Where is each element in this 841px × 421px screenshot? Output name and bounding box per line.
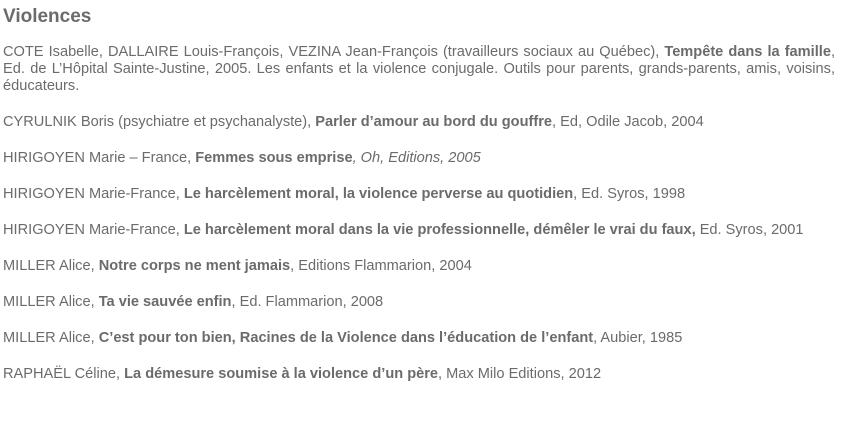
bibliography-entry bbox=[3, 222, 835, 239]
entry-authors: COTE Isabelle, DALLAIRE Louis-François, VEZINA Jean-François (travailleurs sociaux au Québec), bbox=[3, 44, 665, 60]
entry-details: , Aubier, 1985 bbox=[593, 330, 683, 346]
bibliography-entry bbox=[3, 114, 835, 131]
entry-title: C’est pour ton bien, Racines de la Violence dans l’éducation de l’enfant bbox=[98, 330, 594, 346]
entry-authors: HIRIGOYEN Marie-France, bbox=[3, 222, 184, 238]
entry-authors: HIRIGOYEN Marie – France, bbox=[3, 150, 196, 166]
entry-details: , Ed. Flammarion, 2008 bbox=[231, 294, 384, 310]
entry-details: Ed. Syros, 2001 bbox=[695, 222, 804, 238]
entry-authors: MILLER Alice, bbox=[3, 294, 99, 310]
entry-title: La démesure soumise à la violence d’un père bbox=[124, 366, 439, 382]
entry-title: Le harcèlement moral dans la vie professionnelle, démêler le vrai du faux, bbox=[183, 222, 696, 238]
entry-details: , Oh, Editions, 2005 bbox=[352, 150, 481, 166]
entry-title: Femmes sous emprise bbox=[195, 150, 353, 166]
entry-authors: RAPHAËL Céline, bbox=[3, 366, 125, 382]
section-heading: Violences bbox=[3, 6, 92, 27]
entry-title: Tempête dans la famille bbox=[664, 44, 831, 60]
bibliography-entry bbox=[3, 186, 835, 203]
bibliography-entry bbox=[3, 258, 835, 275]
bibliography-entry bbox=[3, 330, 835, 347]
entry-details: , Ed. Syros, 1998 bbox=[573, 186, 686, 202]
bibliography-entry bbox=[3, 294, 835, 311]
bibliography-entry bbox=[3, 44, 835, 95]
entry-authors: CYRULNIK Boris (psychiatre et psychanalyste), bbox=[3, 114, 316, 130]
entry-authors: MILLER Alice, bbox=[3, 330, 99, 346]
entry-title: Le harcèlement moral, la violence perverse au quotidien bbox=[183, 186, 574, 202]
entry-title: Ta vie sauvée enfin bbox=[98, 294, 232, 310]
bibliography-entry bbox=[3, 150, 835, 167]
bibliography-entry bbox=[3, 366, 835, 383]
entry-details: , Ed. de L’Hôpital Sainte-Justine, 2005. Les enfants et la violence conjugale. Outils pour parents, grands-parents, amis, voisins, éducateurs. bbox=[3, 44, 835, 94]
entry-details: , Max Milo Editions, 2012 bbox=[438, 366, 602, 382]
entry-authors: MILLER Alice, bbox=[3, 258, 99, 274]
entry-title: Parler d’amour au bord du gouffre bbox=[315, 114, 553, 130]
entry-title: Notre corps ne ment jamais bbox=[98, 258, 291, 274]
entry-authors: HIRIGOYEN Marie-France, bbox=[3, 186, 184, 202]
entry-details: , Ed, Odile Jacob, 2004 bbox=[552, 114, 704, 130]
entry-details: , Editions Flammarion, 2004 bbox=[290, 258, 472, 274]
